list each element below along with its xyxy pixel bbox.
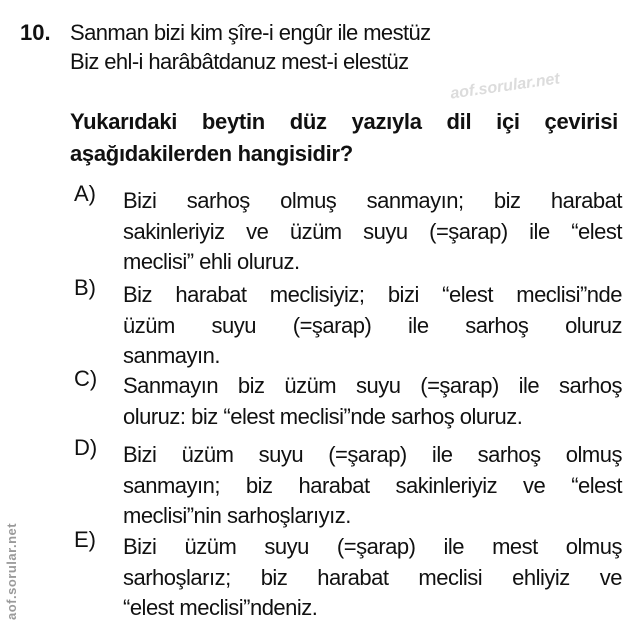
option-line: Biz harabat meclisiyiz; bizi “elest meclisi”nde <box>123 282 622 307</box>
option-line: sanmayın; biz harabat sakinleriyiz ve “elest <box>123 472 622 498</box>
option-line: Bizi üzüm suyu (=şarap) ile sarhoş olmuş <box>123 442 622 467</box>
verse <box>70 18 431 76</box>
option-line: Bizi üzüm suyu (=şarap) ile mest olmuş <box>123 534 622 559</box>
option-line: sakinleriyiz ve üzüm suyu (=şarap) ile “elest <box>123 218 622 244</box>
option-label: B) <box>74 275 96 300</box>
option-line: sanmayın. <box>123 343 220 368</box>
verse-line-2: Biz ehl-i harâbâtdanuz mest-i elestüz <box>70 49 409 74</box>
question-prompt <box>70 106 618 170</box>
option-line: Sanmayın biz üzüm suyu (=şarap) ile sarhoş <box>123 373 622 398</box>
option-line: sarhoşlarız; biz harabat meclisi ehliyiz ve <box>123 564 622 590</box>
prompt-line-1: Yukarıdaki beytin düz yazıyla dil içi çevirisi <box>70 109 618 134</box>
option-line: üzüm suyu (=şarap) ile sarhoş oluruz <box>123 312 622 338</box>
option-line: oluruz: biz “elest meclisi”nde sarhoş oluruz. <box>123 403 523 429</box>
option-label: D) <box>74 435 98 460</box>
watermark-center: aof.sorular.net <box>449 70 561 103</box>
option-line: meclisi”nin sarhoşlarıyız. <box>123 503 351 528</box>
verse-line-1: Sanman bizi kim şîre-i engûr ile mestüz <box>70 20 431 45</box>
question-number: 10. <box>20 20 51 45</box>
watermark-side: aof.sorular.net <box>4 522 19 620</box>
option-label: E) <box>74 527 96 552</box>
option-label: A) <box>74 181 96 206</box>
option-line: meclisi” ehli oluruz. <box>123 249 300 274</box>
option-label: C) <box>74 366 98 391</box>
option-line: Bizi sarhoş olmuş sanmayın; biz harabat <box>123 188 622 213</box>
option-line: “elest meclisi”ndeniz. <box>123 595 318 620</box>
prompt-line-2: aşağıdakilerden hangisidir? <box>70 141 353 166</box>
